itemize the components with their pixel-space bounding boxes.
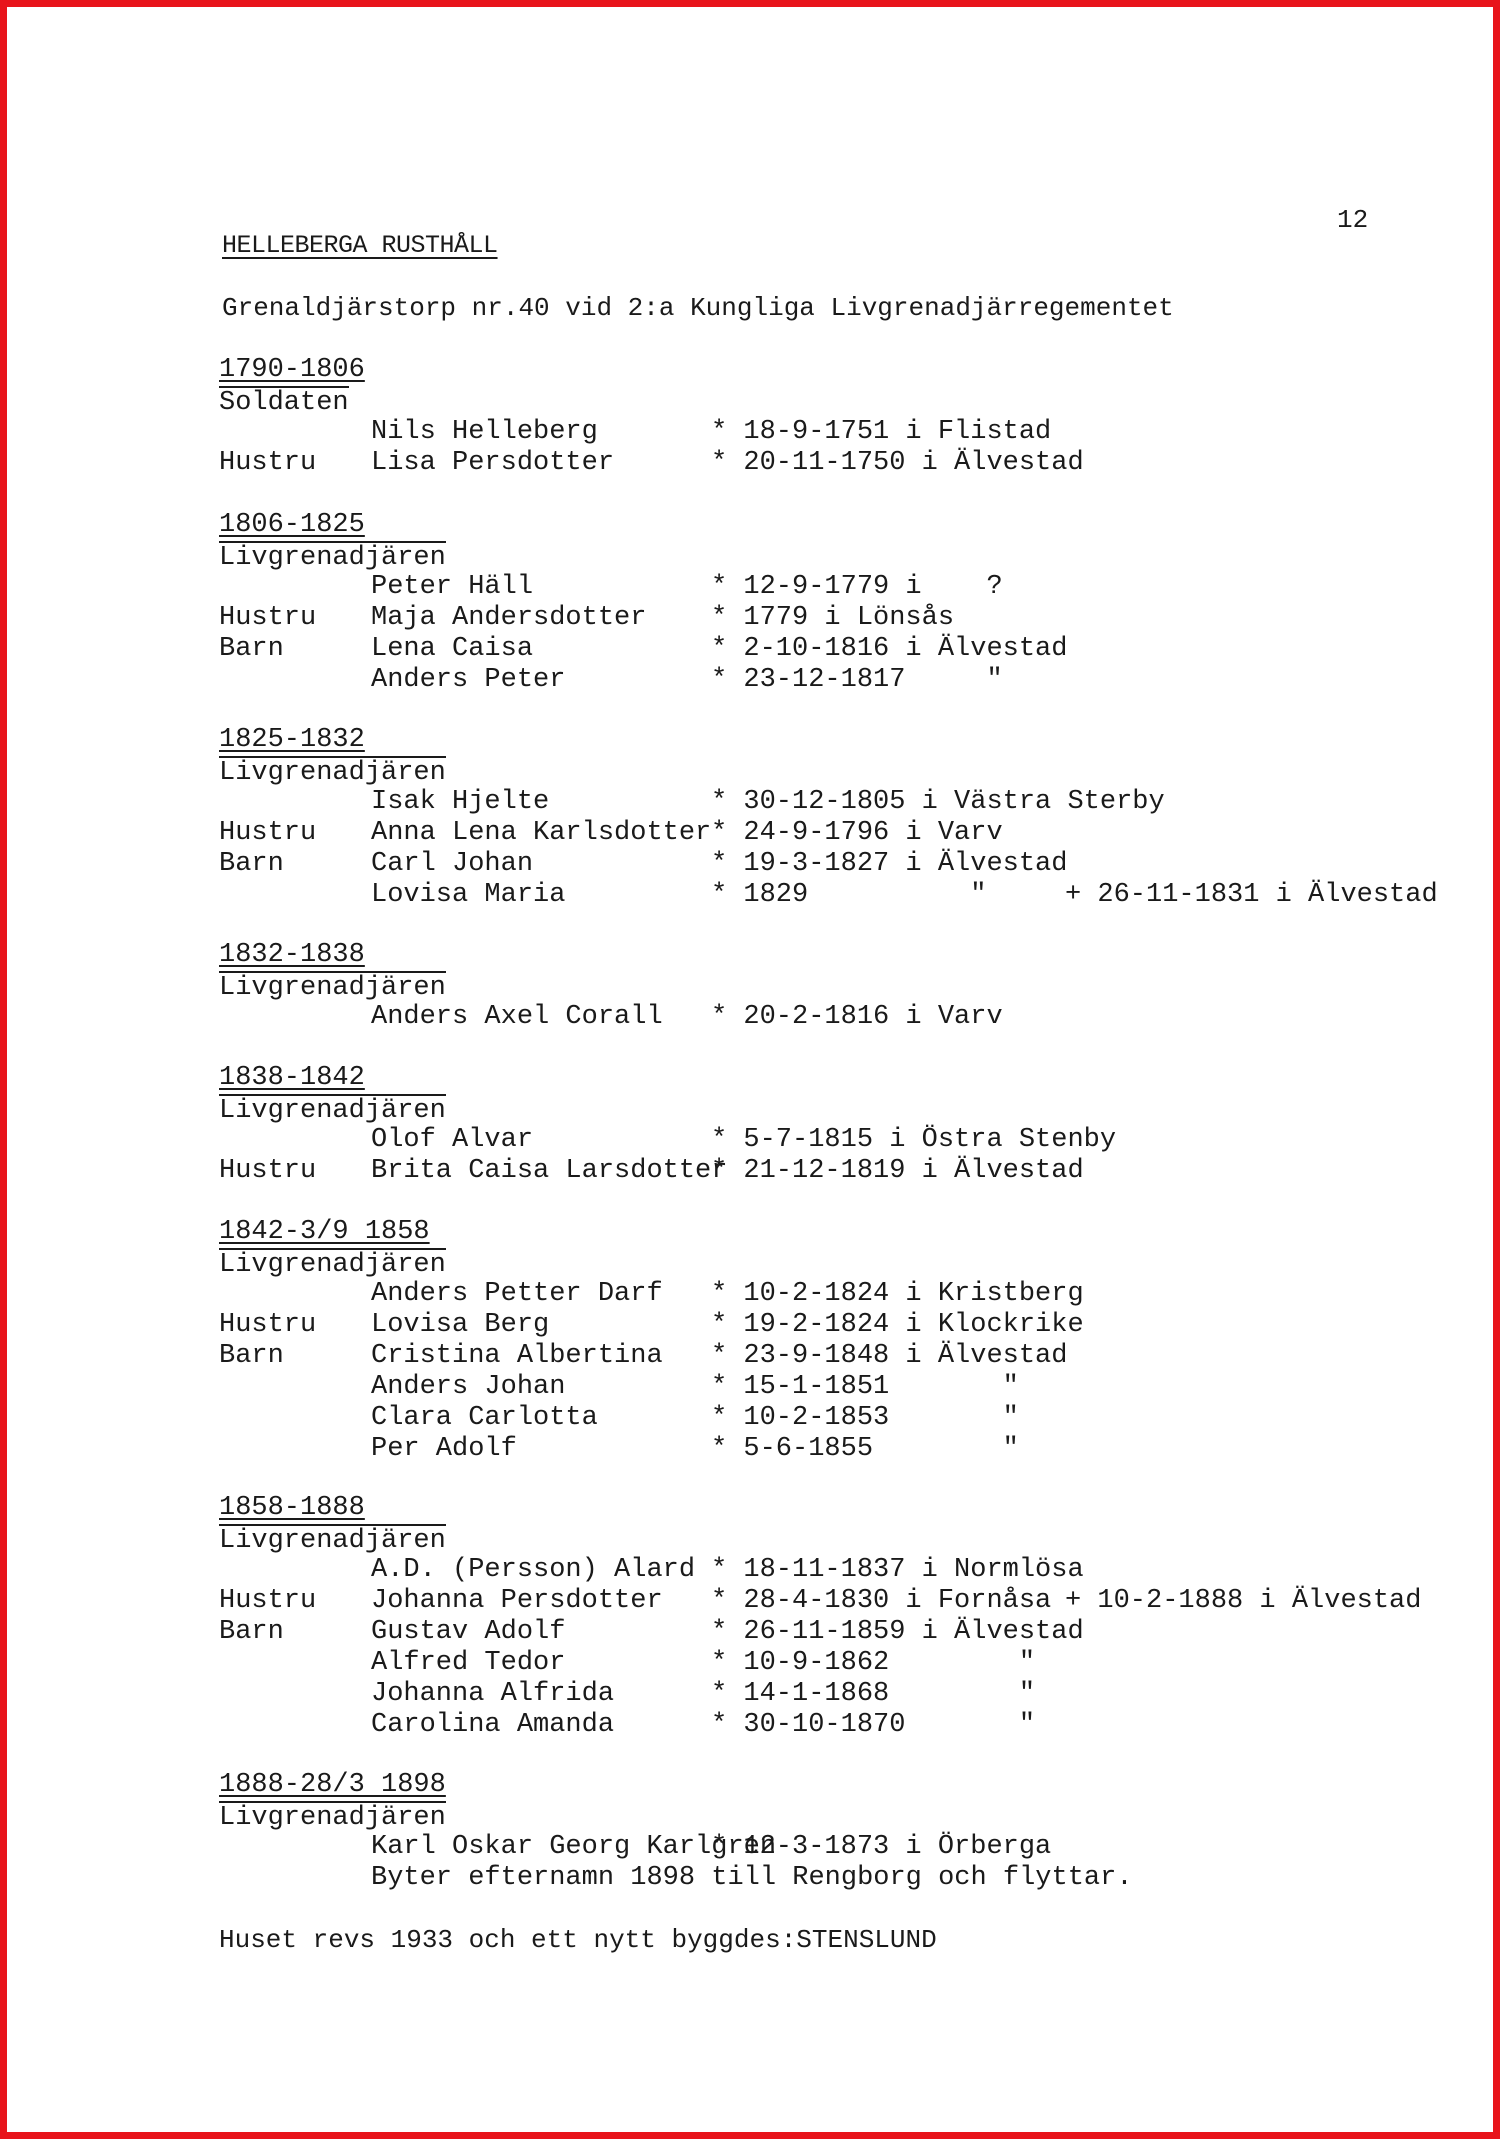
- role-label: Livgrenadjären: [219, 1250, 446, 1280]
- person-name: Lovisa Berg: [371, 1310, 550, 1340]
- person-row: [219, 572, 1065, 603]
- role-label: Livgrenadjären: [219, 1803, 446, 1833]
- person-birth: * 2-10-1816 i Älvestad: [711, 634, 1068, 664]
- person-row: [219, 1617, 1421, 1648]
- person-row: [219, 603, 1065, 634]
- period-label: 1825-1832: [219, 725, 365, 755]
- period-section: [219, 1217, 1084, 1465]
- page-subtitle: Grenaldjärstorp nr.40 vid 2:a Kungliga Livgrenadjärregementet: [222, 293, 1174, 323]
- person-birth: * 20-2-1816 i Varv: [711, 1002, 1003, 1032]
- person-relation: [219, 1710, 371, 1741]
- period-label: 1790-1806: [219, 355, 365, 385]
- person-birth: * 10-2-1853 ": [711, 1403, 1019, 1433]
- person-birth: * 24-9-1796 i Varv: [711, 818, 1003, 848]
- person-row: [219, 1648, 1421, 1679]
- person-name: Anders Peter: [371, 665, 566, 695]
- person-relation: [219, 1125, 371, 1156]
- person-relation: [219, 1648, 371, 1679]
- period-section: [219, 1770, 1133, 1894]
- period-label: 1888-28/3 1898: [219, 1770, 446, 1800]
- role-label: Soldaten: [219, 388, 349, 418]
- person-relation: Barn: [219, 849, 284, 879]
- person-row: [219, 1555, 1421, 1586]
- person-row: [219, 448, 1084, 479]
- person-birth: * 10-9-1862 ": [711, 1648, 1036, 1678]
- person-name: Anders Johan: [371, 1372, 566, 1402]
- role-label: Livgrenadjären: [219, 758, 446, 788]
- person-relation: [219, 787, 371, 818]
- person-birth: * 23-9-1848 i Älvestad: [711, 1341, 1068, 1371]
- person-name: Clara Carlotta: [371, 1403, 598, 1433]
- person-birth: * 26-11-1859 i Älvestad: [711, 1617, 1084, 1647]
- person-row: [219, 880, 1438, 911]
- period-label: 1842-3/9 1858: [219, 1217, 430, 1247]
- person-name: Isak Hjelte: [371, 787, 550, 817]
- person-row: [219, 787, 1438, 818]
- person-name: Peter Häll: [371, 572, 534, 602]
- person-relation: Hustru: [219, 1156, 317, 1186]
- person-row: [219, 1002, 1065, 1033]
- person-birth: * 1779 i Lönsås: [711, 603, 955, 633]
- person-birth: * 19-3-1827 i Älvestad: [711, 849, 1068, 879]
- person-name: Maja Andersdotter: [371, 603, 647, 633]
- person-relation: [219, 417, 371, 448]
- person-birth: * 30-12-1805 i Västra Sterby: [711, 787, 1165, 817]
- person-name: Lovisa Maria: [371, 880, 566, 910]
- period-heading: [219, 355, 1065, 386]
- person-row: [219, 1710, 1421, 1741]
- period-section: [219, 725, 1438, 911]
- person-name: A.D. (Persson) Alard: [371, 1555, 696, 1585]
- person-relation: [219, 1002, 371, 1033]
- person-name: Lena Caisa: [371, 634, 534, 664]
- person-birth: * 15-1-1851 ": [711, 1372, 1019, 1402]
- person-name: Lisa Persdotter: [371, 448, 615, 478]
- role-heading: [219, 541, 1065, 572]
- period-section: [219, 940, 1065, 1033]
- person-relation: [219, 1372, 371, 1403]
- role-heading: [219, 756, 1438, 787]
- person-birth: * 18-9-1751 i Flistad: [711, 417, 1052, 447]
- role-label: Livgrenadjären: [219, 973, 446, 1003]
- person-death: + 10-2-1888 i Älvestad: [1065, 1586, 1422, 1616]
- person-name: Karl Oskar Georg Karlgren: [371, 1832, 777, 1862]
- person-name: Anna Lena Karlsdotter: [371, 818, 712, 848]
- section-note: Byter efternamn 1898 till Rengborg och flyttar.: [371, 1863, 1133, 1893]
- person-row: [219, 417, 1065, 448]
- period-heading: [219, 1217, 1065, 1248]
- person-relation: [219, 1434, 371, 1465]
- person-birth: * 12-9-1779 i ?: [711, 572, 1003, 602]
- period-label: 1806-1825: [219, 510, 365, 540]
- person-name: Brita Caisa Larsdotter: [371, 1156, 728, 1186]
- person-birth: * 10-2-1824 i Kristberg: [711, 1279, 1084, 1309]
- person-relation: [219, 880, 371, 911]
- person-row: [219, 665, 1065, 696]
- person-name: Anders Axel Corall: [371, 1002, 663, 1032]
- person-relation: [219, 572, 371, 603]
- person-row: [219, 1403, 1065, 1434]
- person-row: [219, 1434, 1065, 1465]
- person-name: Nils Helleberg: [371, 417, 598, 447]
- page-title: HELLEBERGA RUSTHÅLL: [222, 231, 498, 260]
- person-row: [219, 1586, 1421, 1617]
- role-heading: [219, 1248, 1065, 1279]
- person-relation: [219, 665, 371, 696]
- person-birth: * 23-12-1817 ": [711, 665, 1003, 695]
- person-row: [219, 1125, 1117, 1156]
- person-birth: * 1829 ": [711, 880, 987, 910]
- period-section: [219, 510, 1068, 696]
- person-relation: Barn: [219, 634, 284, 664]
- person-row: [219, 1832, 1133, 1863]
- period-section: [219, 355, 1084, 479]
- person-row: [219, 818, 1438, 849]
- person-birth: * 5-7-1815 i Östra Stenby: [711, 1125, 1117, 1155]
- person-name: Cristina Albertina: [371, 1341, 663, 1371]
- person-name: Per Adolf: [371, 1434, 517, 1464]
- person-row: [219, 1341, 1068, 1372]
- person-relation: Hustru: [219, 1586, 317, 1616]
- person-row: [219, 1372, 1065, 1403]
- person-name: Carl Johan: [371, 849, 534, 879]
- person-birth: * 5-6-1855 ": [711, 1434, 1019, 1464]
- role-heading: [219, 386, 1065, 417]
- role-label: Livgrenadjären: [219, 1096, 446, 1126]
- person-name: Olof Alvar: [371, 1125, 534, 1155]
- person-name: Anders Petter Darf: [371, 1279, 663, 1309]
- period-section: [219, 1063, 1117, 1187]
- person-death: + 26-11-1831 i Älvestad: [1065, 880, 1438, 910]
- person-relation: [219, 1832, 371, 1863]
- period-section: [219, 1493, 1421, 1741]
- person-name: Alfred Tedor: [371, 1648, 566, 1678]
- role-heading: [219, 1094, 1065, 1125]
- period-label: 1832-1838: [219, 940, 365, 970]
- person-relation: Barn: [219, 1617, 284, 1647]
- person-relation: [219, 1279, 371, 1310]
- person-relation: Hustru: [219, 818, 317, 848]
- period-heading: [219, 725, 1438, 756]
- section-note-row: [219, 1863, 1133, 1894]
- person-relation: Barn: [219, 1341, 284, 1371]
- person-birth: * 12-3-1873 i Örberga: [711, 1832, 1052, 1862]
- person-relation: Hustru: [219, 448, 317, 478]
- period-label: 1838-1842: [219, 1063, 365, 1093]
- person-relation: [219, 1679, 371, 1710]
- person-row: [219, 1310, 1084, 1341]
- person-birth: * 18-11-1837 i Normlösa: [711, 1555, 1084, 1585]
- person-name: Johanna Alfrida: [371, 1679, 615, 1709]
- person-name: Gustav Adolf: [371, 1617, 566, 1647]
- person-birth: * 28-4-1830 i Fornåsa: [711, 1586, 1052, 1616]
- person-birth: * 20-11-1750 i Älvestad: [711, 448, 1084, 478]
- role-label: Livgrenadjären: [219, 1526, 446, 1556]
- footer-note: Huset revs 1933 och ett nytt byggdes:STENSLUND: [219, 1925, 937, 1955]
- person-row: [219, 634, 1068, 665]
- page-number: 12: [1337, 205, 1369, 235]
- person-relation: [219, 1555, 371, 1586]
- role-heading: [219, 971, 1065, 1002]
- period-heading: [219, 1770, 1133, 1801]
- person-birth: * 14-1-1868 ": [711, 1679, 1036, 1709]
- period-label: 1858-1888: [219, 1493, 365, 1523]
- person-relation: Hustru: [219, 1310, 317, 1340]
- period-heading: [219, 940, 1065, 971]
- period-heading: [219, 1063, 1065, 1094]
- role-label: Livgrenadjären: [219, 543, 446, 573]
- person-name: Johanna Persdotter: [371, 1586, 663, 1616]
- period-heading: [219, 510, 1065, 541]
- person-row: [219, 1279, 1084, 1310]
- person-row: [219, 1156, 1084, 1187]
- person-birth: * 19-2-1824 i Klockrike: [711, 1310, 1084, 1340]
- person-row: [219, 1679, 1421, 1710]
- role-heading: [219, 1524, 1421, 1555]
- person-name: Carolina Amanda: [371, 1710, 615, 1740]
- role-heading: [219, 1801, 1133, 1832]
- person-birth: * 21-12-1819 i Älvestad: [711, 1156, 1084, 1186]
- person-relation: Hustru: [219, 603, 317, 633]
- period-heading: [219, 1493, 1421, 1524]
- person-relation: [219, 1403, 371, 1434]
- person-row: [219, 849, 1438, 880]
- person-birth: * 30-10-1870 ": [711, 1710, 1036, 1740]
